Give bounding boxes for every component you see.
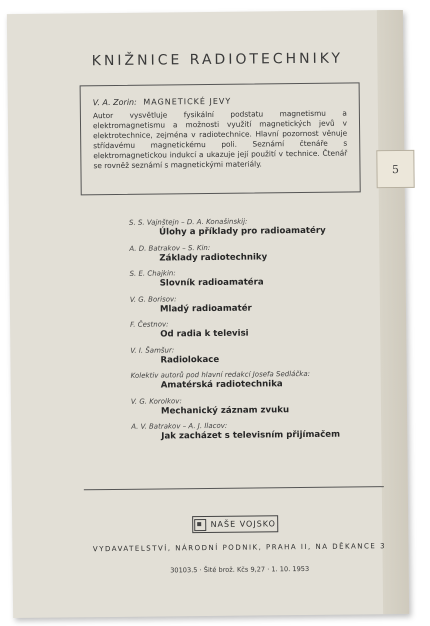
book-author: V. I. Šamšur:: [130, 345, 175, 355]
featured-title: MAGNETICKÉ JEVY: [143, 96, 232, 107]
featured-author: V. A. Zorin:: [92, 97, 137, 108]
book-title: Úlohy a příklady pro radioamatéry: [159, 225, 326, 238]
book-title: Základy radiotechniky: [159, 251, 268, 264]
book-item: [131, 395, 381, 418]
book-item: [130, 344, 380, 367]
library-label-tab: 5: [376, 150, 414, 188]
book-author: S. S. Vajnštejn – D. A. Konašinskij:: [128, 217, 248, 227]
book-author: F. Čestnov:: [130, 320, 169, 329]
book-title: Od radia k televisi: [160, 328, 249, 340]
book-title: Slovník radioamatéra: [159, 277, 264, 289]
book-item: [130, 293, 380, 316]
book-list: [129, 216, 381, 448]
price-line: 30103.5 · Šité brož. Kčs 9,27 · 1. 10. 1953: [170, 564, 310, 575]
emblem-icon: [194, 519, 206, 531]
book-item: [129, 216, 379, 239]
book-author: A. D. Batrakov – S. Kin:: [129, 243, 211, 253]
book-author: A. V. Batrakov – A. J. Ilacov:: [131, 421, 228, 431]
book-item: [129, 242, 379, 265]
book-title: Amatérská radiotechnika: [160, 379, 283, 391]
book-item: [131, 420, 381, 443]
publisher-logo: [192, 515, 278, 533]
divider: [84, 486, 384, 490]
book-title: Radiolokace: [160, 354, 220, 365]
book-title: Jak zacházet s televisním přijímačem: [161, 429, 341, 442]
publisher-address: VYDAVATELSTVÍ, NÁRODNÍ PODNIK, PRAHA II, NA DĚKANCE 3: [92, 542, 387, 554]
book-item: [130, 318, 380, 341]
book-item: [131, 369, 381, 392]
back-cover: [7, 10, 409, 618]
book-author: Kolektiv autorů pod hlavní redakcí Josefa Sedláčka:: [130, 369, 311, 380]
featured-title-line: [93, 96, 347, 108]
spine: [377, 10, 409, 614]
featured-book-box: [80, 82, 361, 195]
book-author: V. G. Borisov:: [129, 294, 177, 304]
book-title: Mladý radioamatér: [159, 303, 252, 315]
book-title: Mechanický záznam zvuku: [160, 404, 290, 416]
series-title: KNIŽNICE RADIOTECHNIKY: [91, 50, 344, 70]
book-author: S. E. Chajkin:: [129, 269, 176, 278]
book-item: [130, 267, 380, 290]
logo-text: NAŠE VOJSKO: [210, 519, 276, 529]
featured-description: Autor vysvětluje fysikální podstatu magnetismu a elektromagnetismu a možnosti využití magnetických jevů v elektrotechnice, zejména v radiotechnice. Hlavní pozornost věnuje střídavému magnetickému poli. Seznámí čtenáře s elektromagnetickou indukcí a ukazuje její použití v technice. Čtenář se rovněž seznámí s magnetickými materiály.: [92, 108, 348, 171]
book-author: V. G. Korolkov:: [130, 396, 182, 406]
